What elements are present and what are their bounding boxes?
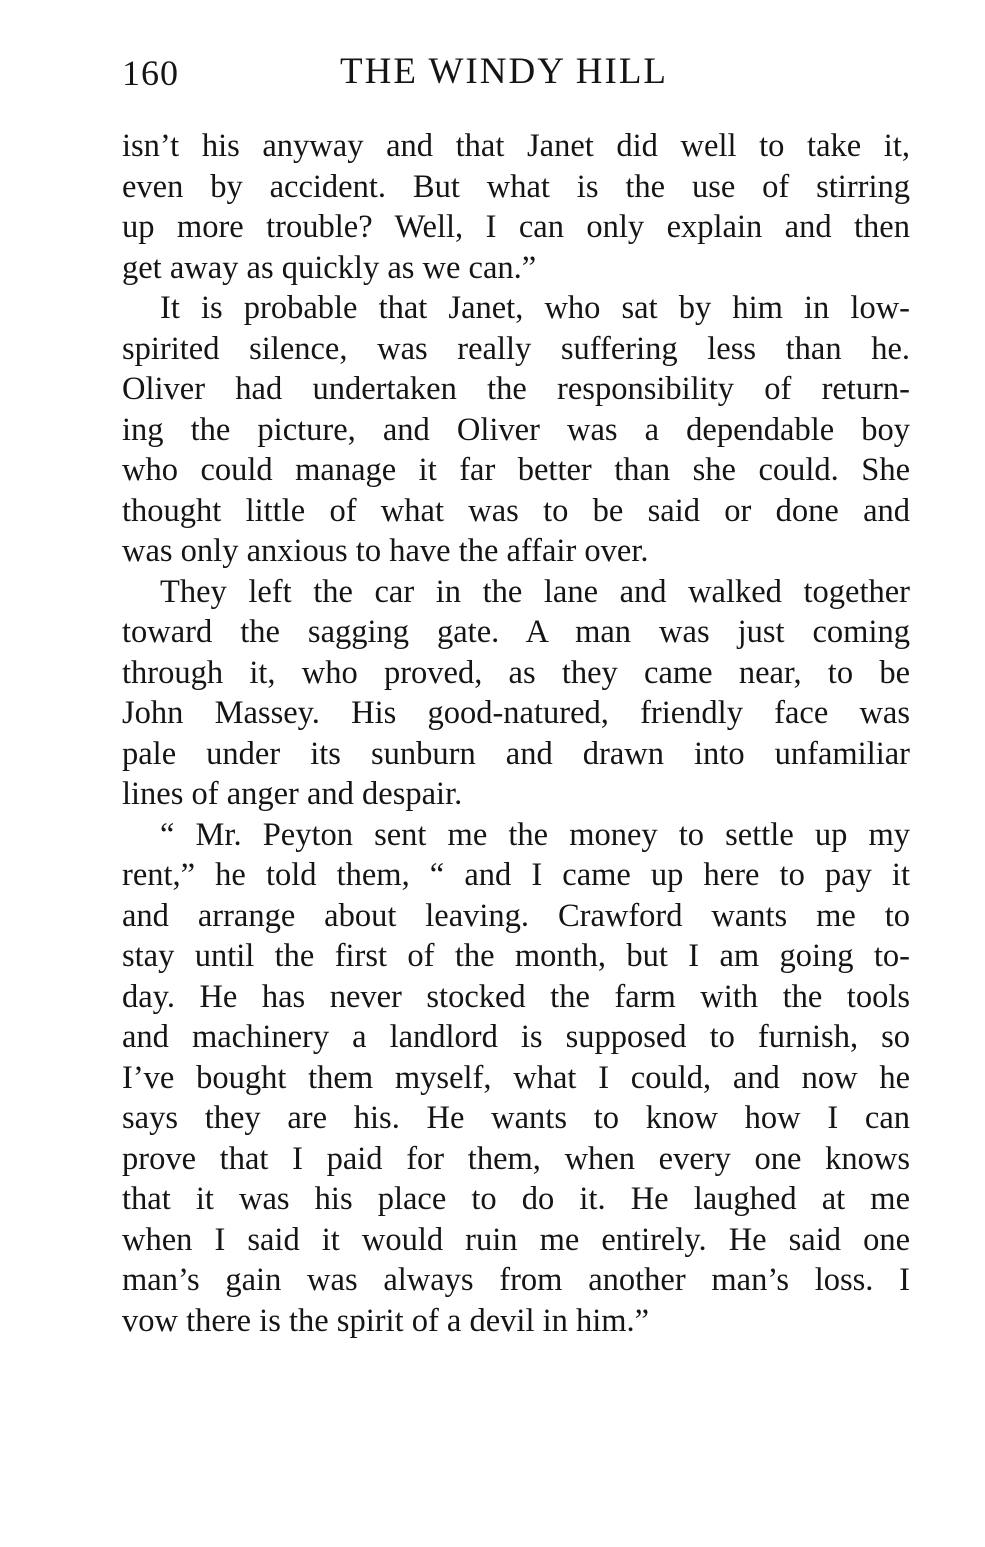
text-line: spirited silence, was really suffering less than he. (122, 330, 910, 367)
page-header (122, 50, 910, 100)
text-line: that it was his place to do it. He laughed at me (122, 1181, 910, 1217)
text-line: prove that I paid for them, when every one knows (122, 1140, 910, 1177)
text-line: when I said it would ruin me entirely. He said one (122, 1221, 910, 1258)
text-line: who could manage it far better than she could. She (122, 452, 910, 488)
text-line: stay until the first of the month, but I am going to- (122, 938, 910, 974)
text-line: pale under its sunburn and drawn into unfamiliar (122, 735, 910, 772)
text-line: I’ve bought them myself, what I could, and now he (122, 1059, 910, 1096)
text-line: vow there is the spirit of a devil in him.” (122, 1302, 650, 1339)
text-line: “ Mr. Peyton sent me the money to settle up my (160, 816, 910, 853)
text-line: get away as quickly as we can.” (122, 249, 537, 286)
text-line: They left the car in the lane and walked together (160, 573, 910, 610)
text-line: and arrange about leaving. Crawford wants me to (122, 897, 910, 934)
text-line: toward the sagging gate. A man was just coming (122, 614, 910, 650)
text-line: up more trouble? Well, I can only explain and then (122, 209, 910, 245)
text-line: day. He has never stocked the farm with the tools (122, 978, 910, 1015)
text-line: ing the picture, and Oliver was a dependable boy (122, 411, 910, 448)
text-line: thought little of what was to be said or done and (122, 492, 910, 529)
text-line: Oliver had undertaken the responsibility of return- (122, 371, 910, 407)
text-line: says they are his. He wants to know how I can (122, 1100, 910, 1136)
body-text (122, 126, 910, 1341)
text-line: rent,” he told them, “ and I came up here to pay it (122, 857, 910, 893)
text-line: even by accident. But what is the use of stirring (122, 168, 910, 205)
text-line: man’s gain was always from another man’s loss. I (122, 1262, 910, 1298)
text-line: through it, who proved, as they came near, to be (122, 654, 910, 691)
page-number: 160 (122, 53, 179, 93)
text-line: John Massey. His good-natured, friendly face was (122, 695, 910, 731)
text-line: It is probable that Janet, who sat by him in low- (160, 290, 910, 326)
text-line: and machinery a landlord is supposed to furnish, so (122, 1019, 910, 1055)
running-head: THE WINDY HILL (340, 51, 669, 92)
text-line: lines of anger and despair. (122, 776, 463, 812)
text-line: was only anxious to have the affair over. (122, 533, 649, 569)
text-line: isn’t his anyway and that Janet did well to take it, (122, 128, 910, 164)
